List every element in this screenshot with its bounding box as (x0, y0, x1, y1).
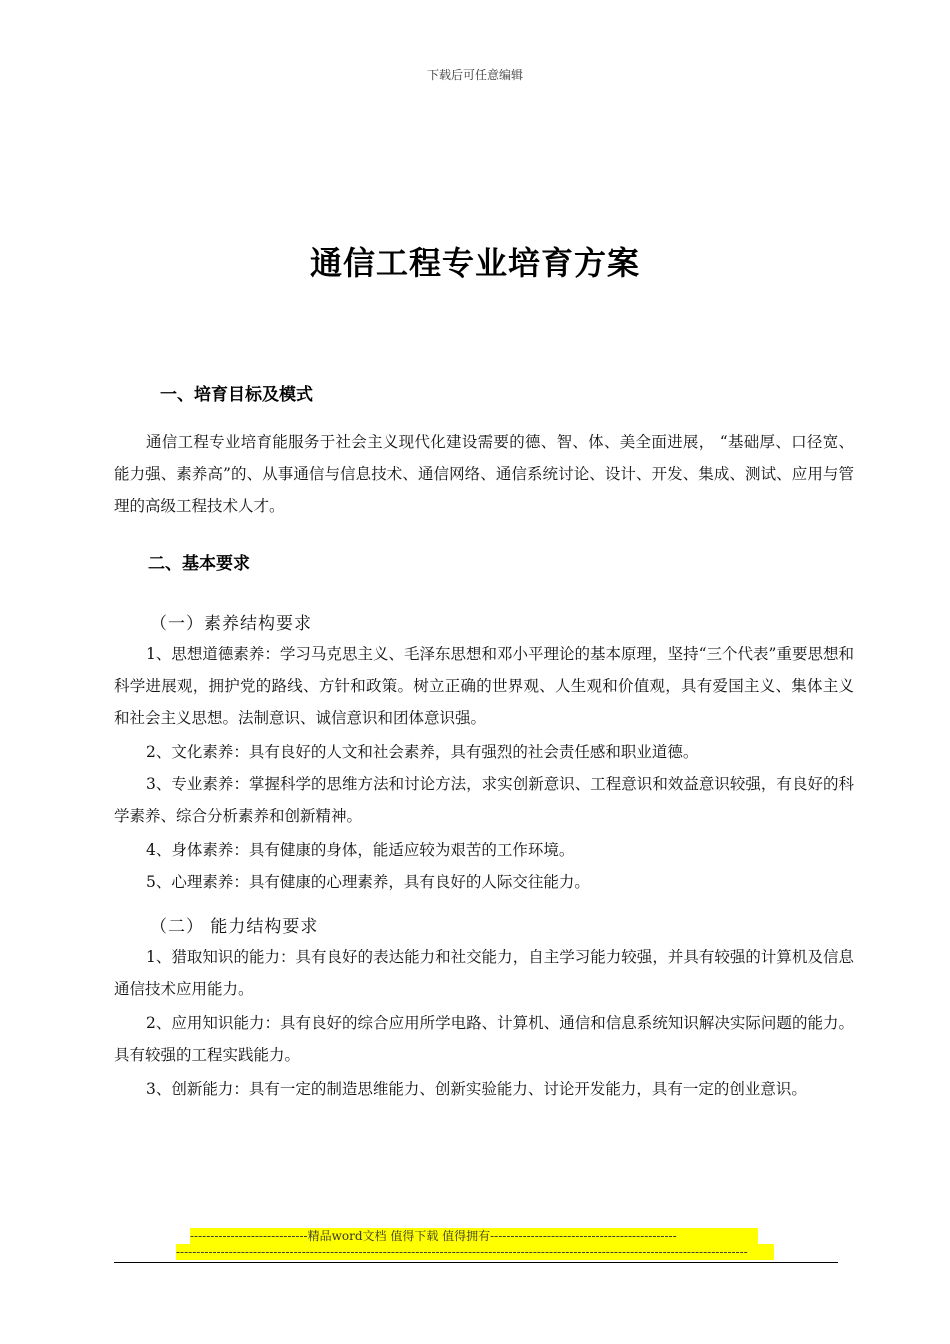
section-heading-goals: 一、培育目标及模式 (160, 385, 313, 405)
document-title: 通信工程专业培育方案 (309, 244, 640, 282)
ability-item-2: 2、应用知识能力：具有良好的综合应用所学电路、计算机、通信和信息系统知识解决实际问题的能力。具有较强的工程实践能力。 (114, 1014, 854, 1064)
subsection-heading-ability: （二） 能力结构要求 (150, 917, 319, 937)
quality-item-5: 5、心理素养：具有健康的心理素养，具有良好的人际交往能力。 (146, 873, 590, 891)
footer-divider (114, 1262, 838, 1263)
quality-item-1: 1、思想道德素养：学习马克思主义、毛泽东思想和邓小平理论的基本原理，坚持“三个代表”重要思想和科学进展观，拥护党的路线、方针和政策。树立正确的世界观、人生观和价值观，具有爱国主义、集体主义和社会主义思想。法制意识、诚信意识和团体意识强。 (114, 645, 854, 727)
quality-item-4: 4、身体素养：具有健康的身体，能适应较为艰苦的工作环境。 (146, 841, 575, 859)
paragraph-goals: 通信工程专业培育能服务于社会主义现代化建设需要的德、智、体、美全面进展， “基础厚、口径宽、能力强、素养高”的、从事通信与信息技术、通信网络、通信系统讨论、设计、开发、集成、测试、应用与管理的高级工程技术人才。 (114, 433, 854, 515)
ability-item-3: 3、创新能力：具有一定的制造思维能力、创新实验能力、讨论开发能力，具有一定的创业意识。 (146, 1080, 807, 1098)
footer-banner-line-1: -----------------------------精品word文档 值得下载 值得拥有---------------------------------------------- (190, 1228, 758, 1244)
quality-item-2: 2、文化素养：具有良好的人文和社会素养，具有强烈的社会责任感和职业道德。 (146, 743, 699, 761)
header-note: 下载后可任意编辑 (426, 68, 523, 82)
quality-item-3: 3、专业素养：掌握科学的思维方法和讨论方法，求实创新意识、工程意识和效益意识较强，有良好的科学素养、综合分析素养和创新精神。 (114, 775, 854, 825)
footer-banner-line-2: --------------------------------------------------------------------------------------------------------------------------------------------- (176, 1244, 774, 1260)
subsection-heading-quality: （一）素养结构要求 (150, 614, 312, 634)
section-heading-requirements: 二、基本要求 (148, 554, 250, 574)
ability-item-1: 1、猎取知识的能力：具有良好的表达能力和社交能力，自主学习能力较强，并具有较强的计算机及信息通信技术应用能力。 (114, 948, 854, 998)
